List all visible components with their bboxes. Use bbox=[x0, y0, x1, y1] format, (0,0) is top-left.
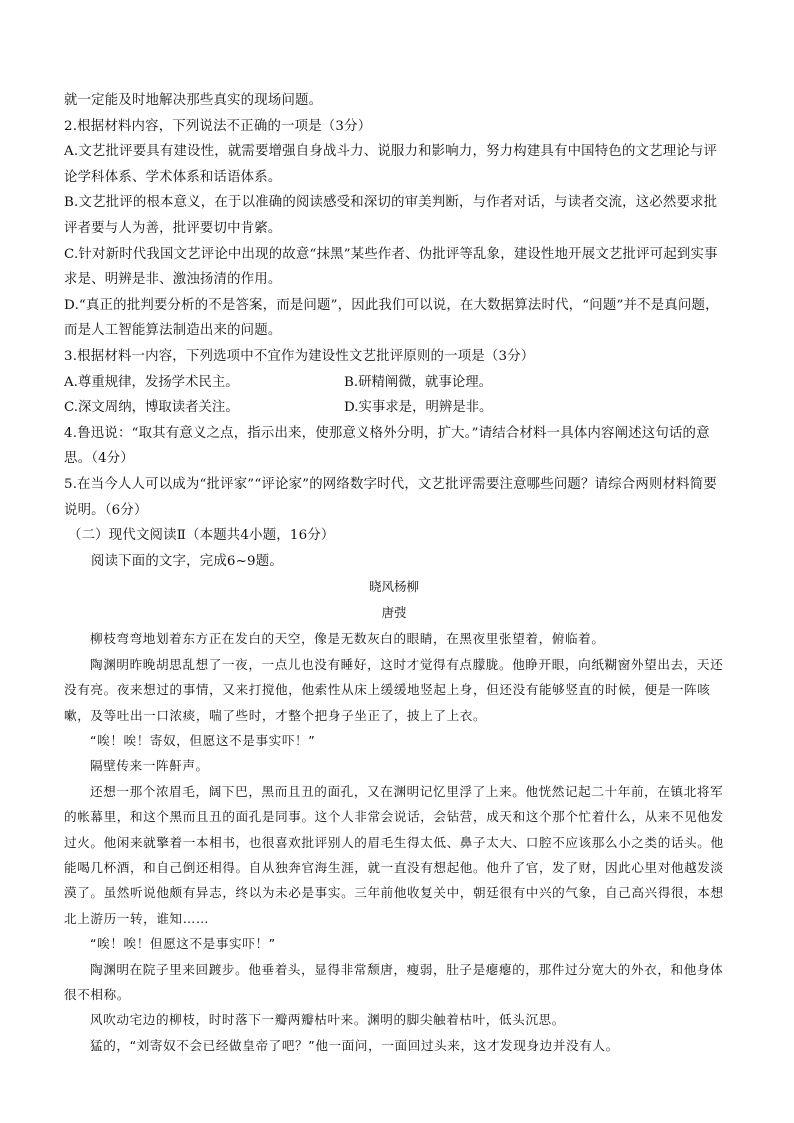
story-paragraph: “唉！唉！但愿这不是事实吓！” bbox=[90, 936, 276, 952]
story-paragraph: 陶渊明在院子里来回踱步。他垂着头，显得非常颓唐，瘦弱，肚子是瘪瘪的，那件过分宽大的外衣，和他身体很不相称。 bbox=[64, 961, 724, 1002]
story-paragraph: 陶渊明昨晚胡思乱想了一夜，一点儿也没有睡好，这时才觉得有点朦胧。他睁开眼，向纸糊窗外望出去，天还没有亮。夜来想过的事情，又来打搅他，他索性从床上缓缓地竖起上身，但还没有能够竖直的时候，便是一阵咳嗽，及等吐出一口浓痰，喘了些时，才整个把身子坐正了，披上了上衣。 bbox=[64, 656, 724, 723]
story-paragraph: 猛的，“刘寄奴不会已经做皇帝了吧？”他一面问，一面回过头来，这才发现身边并没有人。 bbox=[90, 1037, 619, 1053]
q3-option-d: D.实事求是，明辨是非。 bbox=[344, 400, 493, 416]
q3-stem: 3.根据材料一内容，下列选项中不宜作为建设性文艺批评原则的一项是（3分） bbox=[64, 348, 535, 364]
q2-option-d: D.“真正的批判要分析的不是答案，而是问题”，因此我们可以说，在大数据算法时代，“问题”并不是真问题，而是人工智能算法制造出来的问题。 bbox=[64, 297, 719, 339]
question-3 bbox=[64, 344, 724, 421]
question-2 bbox=[64, 114, 724, 344]
q2-stem: 2.根据材料内容，下列说法不正确的一项是（3分） bbox=[64, 118, 372, 134]
story-paragraph: 隔壁传来一阵鼾声。 bbox=[90, 758, 209, 774]
q2-option-b: B.文艺批评的根本意义，在于以准确的阅读感受和深切的审美判断，与作者对话，与读者交流，这必然要求批评者要与人为善，批评要切中肯綮。 bbox=[64, 195, 718, 236]
story-title: 晓风杨柳 bbox=[368, 579, 419, 595]
section-2 bbox=[64, 523, 724, 1058]
q3-option-c: C.深文周纳，博取读者关注。 bbox=[64, 400, 239, 416]
q3-option-a: A.尊重规律，发扬学术民主。 bbox=[64, 374, 239, 390]
question-4: 4.鲁迅说：“取其有意义之点，指示出来，使那意义格外分明，扩大。”请结合材料一具体内容阐述这句话的意思。（4分） bbox=[64, 425, 710, 467]
intro-line: 就一定能及时地解决那些真实的现场问题。 bbox=[64, 93, 323, 108]
story-body bbox=[64, 626, 724, 1058]
question-5: 5.在当今人人可以成为“批评家”“评论家”的网络数字时代，文艺批评需要注意哪些问题？请综合两则材料简要说明。（6分） bbox=[64, 476, 717, 518]
q2-option-a: A.文艺批评要具有建设性，就需要增强自身战斗力、说服力和影响力，努力构建具有中国特色的文艺理论与评论学科体系、学术体系和话语体系。 bbox=[64, 144, 718, 185]
story-author: 唐弢 bbox=[381, 605, 407, 621]
q3-options-row-2 bbox=[64, 395, 724, 421]
story-paragraph: “唉！唉！寄奴，但愿这不是事实吓！” bbox=[90, 732, 316, 748]
story-paragraph: 柳枝弯弯地划着东方正在发白的天空，像是无数灰白的眼睛，在黑夜里张望着，俯临着。 bbox=[90, 631, 605, 647]
q3-option-b: B.研精阐微，就事论理。 bbox=[344, 374, 493, 390]
q2-option-c: C.针对新时代我国文艺评论中出现的故意“抹黑”某些作者、伪批评等乱象，建设性地开展文艺批评可起到实事求是、明辨是非、激浊扬清的作用。 bbox=[64, 246, 718, 288]
section-2-instruction: 阅读下面的文字，完成6~9题。 bbox=[91, 553, 283, 569]
story-paragraph: 还想一那个浓眉毛，阔下巴，黑而且丑的面孔，又在渊明记忆里浮了上来。他恍然记起二十年前，在镇北将军的帐幕里，和这个黑而且丑的面孔是同事。这个人非常会说话，会钻营，成天和这个那个忙着什么，从来不见他发过火。他闲来就擎着一本相书，也很喜欢批评别人的眉毛生得太低、鼻子太大、口腔不应该那么小之类的话头。他能喝几杯酒，和自己倒还相得。自从独奔官海生涯，就一直没有想起他。他升了官，发了财，因此心里对他越发淡漠了。虽然听说他颇有异志，终以为未必是事实。三年前他收复关中，朝廷很有中兴的气象，自己高兴得很，本想北上游历一转，谁知…… bbox=[64, 783, 724, 926]
story-paragraph: 风吹动宅边的柳枝，时时落下一瓣两瓣枯叶来。渊明的脚尖触着枯叶，低头沉思。 bbox=[90, 1012, 565, 1028]
q3-options-row-1 bbox=[64, 370, 724, 396]
section-2-header: （二）现代文阅读Ⅱ（本题共4小题，16分） bbox=[68, 528, 335, 544]
